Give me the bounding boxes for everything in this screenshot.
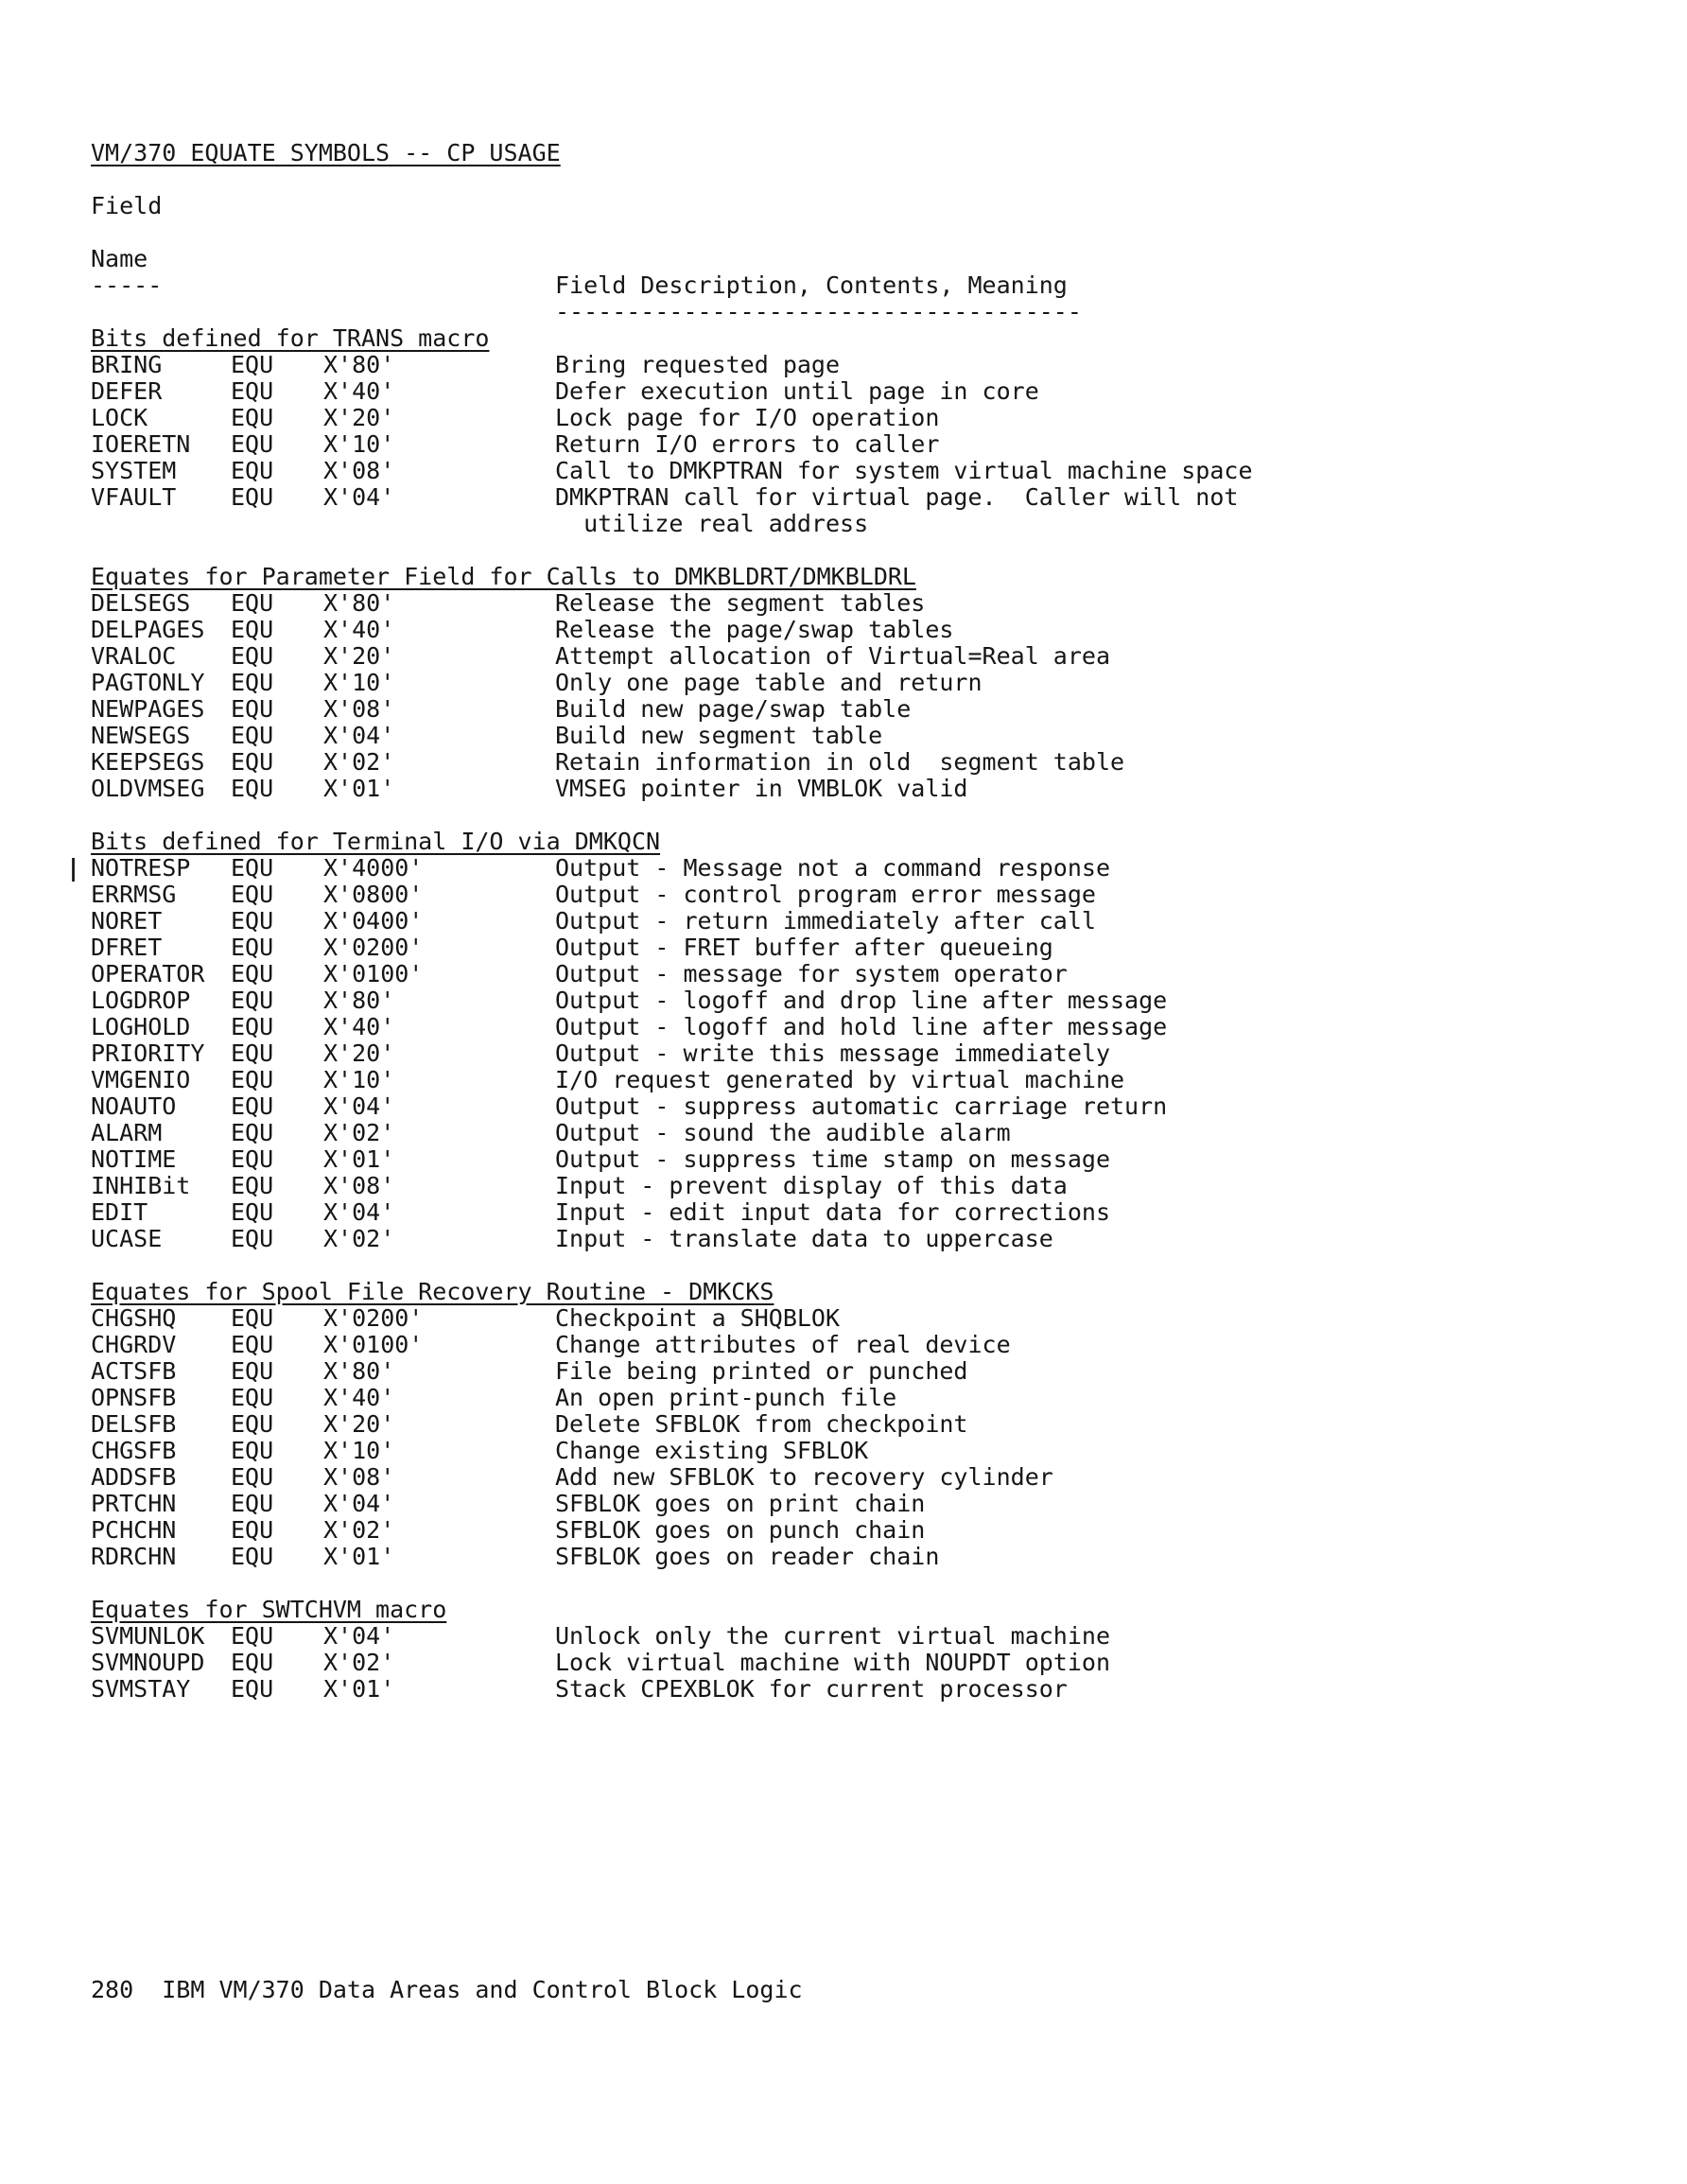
equate-row [91,882,1566,908]
revision-bar: | [66,854,81,882]
field-name: BRING [91,351,163,378]
field-description: Output - FRET buffer after queueing [555,934,1053,961]
field-name: LOGDROP [91,987,191,1014]
field-name: OLDVMSEG [91,775,205,802]
field-name: INHIBit [91,1172,191,1199]
equ-value: X'40' [323,1384,395,1411]
equate-row [91,935,1566,961]
equ-operator: EQU [231,907,274,935]
equate-row [91,1517,1566,1544]
field-name: IOERETN [91,430,191,458]
field-description: Input - edit input data for corrections [555,1198,1110,1226]
column-header-row [91,219,1566,299]
equ-operator: EQU [231,1198,274,1226]
equ-value: X'08' [323,695,395,723]
equate-row [91,1623,1566,1650]
field-description: Output - suppress time stamp on message [555,1145,1110,1173]
field-description: Input - translate data to uppercase [555,1225,1053,1252]
equ-operator: EQU [231,669,274,696]
equate-row [91,749,1566,776]
field-name: KEEPSEGS [91,748,205,776]
equ-operator: EQU [231,404,274,431]
field-rule: ----- [91,271,163,299]
field-name: DELSEGS [91,589,191,617]
equ-value: X'10' [323,1066,395,1093]
equ-value: X'80' [323,987,395,1014]
equ-value: X'08' [323,457,395,484]
equate-row [91,1544,1566,1570]
equ-operator: EQU [231,483,274,511]
equ-operator: EQU [231,589,274,617]
equate-section [66,828,1566,1252]
field-description: Output - control program error message [555,881,1096,908]
field-name: NOTIME [91,1145,177,1173]
equ-value: X'0400' [323,907,424,935]
equ-value: X'0100' [323,960,424,987]
equate-row [91,987,1566,1014]
field-description: I/O request generated by virtual machine [555,1066,1125,1093]
section-heading [91,1279,1566,1305]
field-name: LOCK [91,404,148,431]
equate-row [91,1491,1566,1517]
field-label-line2: Name [91,245,148,272]
equ-operator: EQU [231,1119,274,1146]
equ-value: X'02' [323,1119,395,1146]
field-name: VMGENIO [91,1066,191,1093]
equate-row [91,458,1566,484]
equ-value: X'80' [323,589,395,617]
field-name: SVMUNLOK [91,1622,205,1650]
field-description: SFBLOK goes on punch chain [555,1516,926,1544]
equ-value: X'20' [323,1410,395,1438]
field-description: Defer execution until page in core [555,377,1039,405]
equ-operator: EQU [231,1040,274,1067]
equ-value: X'20' [323,404,395,431]
equate-row [91,431,1566,458]
section-heading-text: Equates for SWTCHVM macro [91,1596,447,1623]
field-description: Call to DMKPTRAN for system virtual machine space [555,457,1253,484]
equate-row [91,1199,1566,1226]
equate-row [91,696,1566,723]
equ-value: X'02' [323,1516,395,1544]
equ-operator: EQU [231,748,274,776]
equate-row [91,1040,1566,1067]
equate-row [66,854,1566,882]
equ-operator: EQU [231,722,274,749]
page-title-text: VM/370 EQUATE SYMBOLS -- CP USAGE [91,139,561,166]
field-description: Bring requested page [555,351,841,378]
equ-operator: EQU [231,695,274,723]
equate-row [91,1120,1566,1146]
field-description: Build new page/swap table [555,695,912,723]
equ-operator: EQU [231,1331,274,1358]
equate-row [91,1014,1566,1040]
equ-operator: EQU [231,616,274,643]
section-heading [91,564,1566,590]
equ-value: X'01' [323,1675,395,1703]
field-description: Lock virtual machine with NOUPDT option [555,1649,1110,1676]
equ-value: X'0800' [323,881,424,908]
equ-value: X'10' [323,1437,395,1464]
equ-operator: EQU [231,351,274,378]
field-description: VMSEG pointer in VMBLOK valid [555,775,968,802]
field-name: VFAULT [91,483,177,511]
equ-operator: EQU [231,1172,274,1199]
section-heading-text: Bits defined for Terminal I/O via DMKQCN [91,828,661,855]
equate-row [91,1358,1566,1385]
field-name: SVMSTAY [91,1675,191,1703]
field-name: LOGHOLD [91,1013,191,1040]
equ-value: X'02' [323,748,395,776]
field-description: Lock page for I/O operation [555,404,940,431]
field-description: Retain information in old segment table [555,748,1125,776]
field-name: SVMNOUPD [91,1649,205,1676]
equate-row [91,378,1566,405]
field-name: EDIT [91,1198,148,1226]
equ-value: X'0200' [323,934,424,961]
equate-row [91,723,1566,749]
equ-value: X'40' [323,377,395,405]
section-heading-text: Equates for Parameter Field for Calls to DMKBLDRT/DMKBLDRL [91,563,916,590]
field-name: NOTRESP [91,854,191,882]
field-description: Change existing SFBLOK [555,1437,869,1464]
equate-row [91,1385,1566,1411]
equ-value: X'04' [323,483,395,511]
equ-operator: EQU [231,1516,274,1544]
field-description: Checkpoint a SHQBLOK [555,1304,841,1332]
field-description: Output - write this message immediately [555,1040,1110,1067]
field-description: Output - Message not a command response [555,854,1110,882]
field-name: NEWPAGES [91,695,205,723]
equate-row [91,1676,1566,1703]
field-name: OPNSFB [91,1384,177,1411]
equ-operator: EQU [231,1463,274,1491]
equate-section [91,1279,1566,1570]
field-description: An open print-punch file [555,1384,897,1411]
equ-value: X'01' [323,1145,395,1173]
section-heading [91,829,1566,855]
field-description: Return I/O errors to caller [555,430,940,458]
equate-sections [66,324,1566,1703]
equ-value: X'02' [323,1649,395,1676]
field-name: NORET [91,907,163,935]
equate-row [91,1411,1566,1438]
field-description: Change attributes of real device [555,1331,1011,1358]
equ-operator: EQU [231,1437,274,1464]
spacer [91,166,1566,193]
equate-section [91,325,1566,537]
equ-value: X'40' [323,616,395,643]
equate-row [91,1146,1566,1173]
field-name: UCASE [91,1225,163,1252]
field-name: PCHCHN [91,1516,177,1544]
document-page [66,139,1566,1703]
equ-operator: EQU [231,881,274,908]
page-title [91,140,1566,166]
field-description: Output - sound the audible alarm [555,1119,1011,1146]
equate-row [91,1305,1566,1332]
equ-operator: EQU [231,642,274,670]
equ-value: X'20' [323,1040,395,1067]
equ-operator: EQU [231,854,274,882]
equ-operator: EQU [231,430,274,458]
equate-row [91,1650,1566,1676]
equ-operator: EQU [231,1092,274,1120]
equ-operator: EQU [231,1013,274,1040]
equ-value: X'4000' [323,854,424,882]
field-description: Output - logoff and drop line after message [555,987,1168,1014]
field-description: Delete SFBLOK from checkpoint [555,1410,968,1438]
equ-value: X'04' [323,1490,395,1517]
equ-operator: EQU [231,457,274,484]
field-name: RDRCHN [91,1543,177,1570]
equ-operator: EQU [231,1357,274,1385]
field-description: Only one page table and return [555,669,983,696]
equ-operator: EQU [231,960,274,987]
field-name: PAGTONLY [91,669,205,696]
field-name: NOAUTO [91,1092,177,1120]
equate-row [91,908,1566,935]
field-description: Stack CPEXBLOK for current processor [555,1675,1068,1703]
description-label: Field Description, Contents, Meaning [555,271,1068,299]
equ-operator: EQU [231,377,274,405]
field-description: Unlock only the current virtual machine [555,1622,1110,1650]
equ-value: X'40' [323,1013,395,1040]
equate-row [91,1093,1566,1120]
field-label-line1: Field [91,192,163,219]
field-description: DMKPTRAN call for virtual page. Caller will not [555,483,1239,511]
field-name: VRALOC [91,642,177,670]
field-description: Release the segment tables [555,589,926,617]
field-name: DFRET [91,934,163,961]
equate-row [91,776,1566,802]
equ-value: X'04' [323,1622,395,1650]
equ-value: X'0100' [323,1331,424,1358]
equ-value: X'04' [323,1198,395,1226]
field-name: OPERATOR [91,960,205,987]
section-heading-text: Bits defined for TRANS macro [91,324,490,352]
field-name: ACTSFB [91,1357,177,1385]
equate-row [91,405,1566,431]
equ-operator: EQU [231,1622,274,1650]
field-name: CHGSFB [91,1437,177,1464]
equ-value: X'80' [323,351,395,378]
equate-section [91,1597,1566,1703]
equate-row [91,1332,1566,1358]
equ-operator: EQU [231,1304,274,1332]
field-description: File being printed or punched [555,1357,968,1385]
equ-value: X'20' [323,642,395,670]
field-description: Add new SFBLOK to recovery cylinder [555,1463,1053,1491]
field-description: SFBLOK goes on reader chain [555,1543,940,1570]
field-description: Output - return immediately after call [555,907,1096,935]
field-description: Release the page/swap tables [555,616,954,643]
column-header-field-1 [91,193,1566,219]
equ-operator: EQU [231,1490,274,1517]
equate-row [91,961,1566,987]
equate-row [91,1067,1566,1093]
equate-section [91,564,1566,802]
equ-operator: EQU [231,1145,274,1173]
field-name: NEWSEGS [91,722,191,749]
field-name: ALARM [91,1119,163,1146]
equ-value: X'08' [323,1463,395,1491]
equate-row [91,511,1566,537]
equate-row [91,484,1566,511]
equ-operator: EQU [231,987,274,1014]
field-name: CHGSHQ [91,1304,177,1332]
equ-value: X'01' [323,775,395,802]
section-heading-text: Equates for Spool File Recovery Routine - DMKCKS [91,1278,774,1305]
equ-value: X'10' [323,430,395,458]
equ-value: X'01' [323,1543,395,1570]
field-name: ADDSFB [91,1463,177,1491]
equate-row [91,1438,1566,1464]
equate-row [91,617,1566,643]
equ-value: X'0200' [323,1304,424,1332]
section-heading [91,325,1566,352]
field-name: SYSTEM [91,457,177,484]
equ-value: X'08' [323,1172,395,1199]
equ-value: X'80' [323,1357,395,1385]
equate-row [91,670,1566,696]
equ-value: X'04' [323,722,395,749]
field-description: Attempt allocation of Virtual=Real area [555,642,1110,670]
equate-row [91,1464,1566,1491]
equ-operator: EQU [231,1410,274,1438]
equ-operator: EQU [231,775,274,802]
field-description: Output - logoff and hold line after message [555,1013,1168,1040]
equate-row [91,590,1566,617]
description-rule: ------------------------------------- [555,298,1082,325]
field-name: ERRMSG [91,881,177,908]
field-description: Build new segment table [555,722,883,749]
equ-operator: EQU [231,1675,274,1703]
field-description: Output - message for system operator [555,960,1068,987]
field-name: PRTCHN [91,1490,177,1517]
field-description: utilize real address [555,510,869,537]
equ-operator: EQU [231,1543,274,1570]
equ-value: X'02' [323,1225,395,1252]
equ-operator: EQU [231,1649,274,1676]
equ-operator: EQU [231,1384,274,1411]
equ-operator: EQU [231,1066,274,1093]
equ-value: X'04' [323,1092,395,1120]
field-name: DEFER [91,377,163,405]
field-name: DELPAGES [91,616,205,643]
field-description: Output - suppress automatic carriage return [555,1092,1168,1120]
equ-operator: EQU [231,1225,274,1252]
field-name: CHGRDV [91,1331,177,1358]
equate-row [91,643,1566,670]
field-name: PRIORITY [91,1040,205,1067]
field-description: SFBLOK goes on print chain [555,1490,926,1517]
equ-value: X'10' [323,669,395,696]
section-heading [91,1597,1566,1623]
equate-row [91,352,1566,378]
equate-row [91,1226,1566,1252]
page-footer: 280 IBM VM/370 Data Areas and Control Block Logic [91,1976,803,2003]
field-description: Input - prevent display of this data [555,1172,1068,1199]
equate-row [91,1173,1566,1199]
field-name: DELSFB [91,1410,177,1438]
equ-operator: EQU [231,934,274,961]
